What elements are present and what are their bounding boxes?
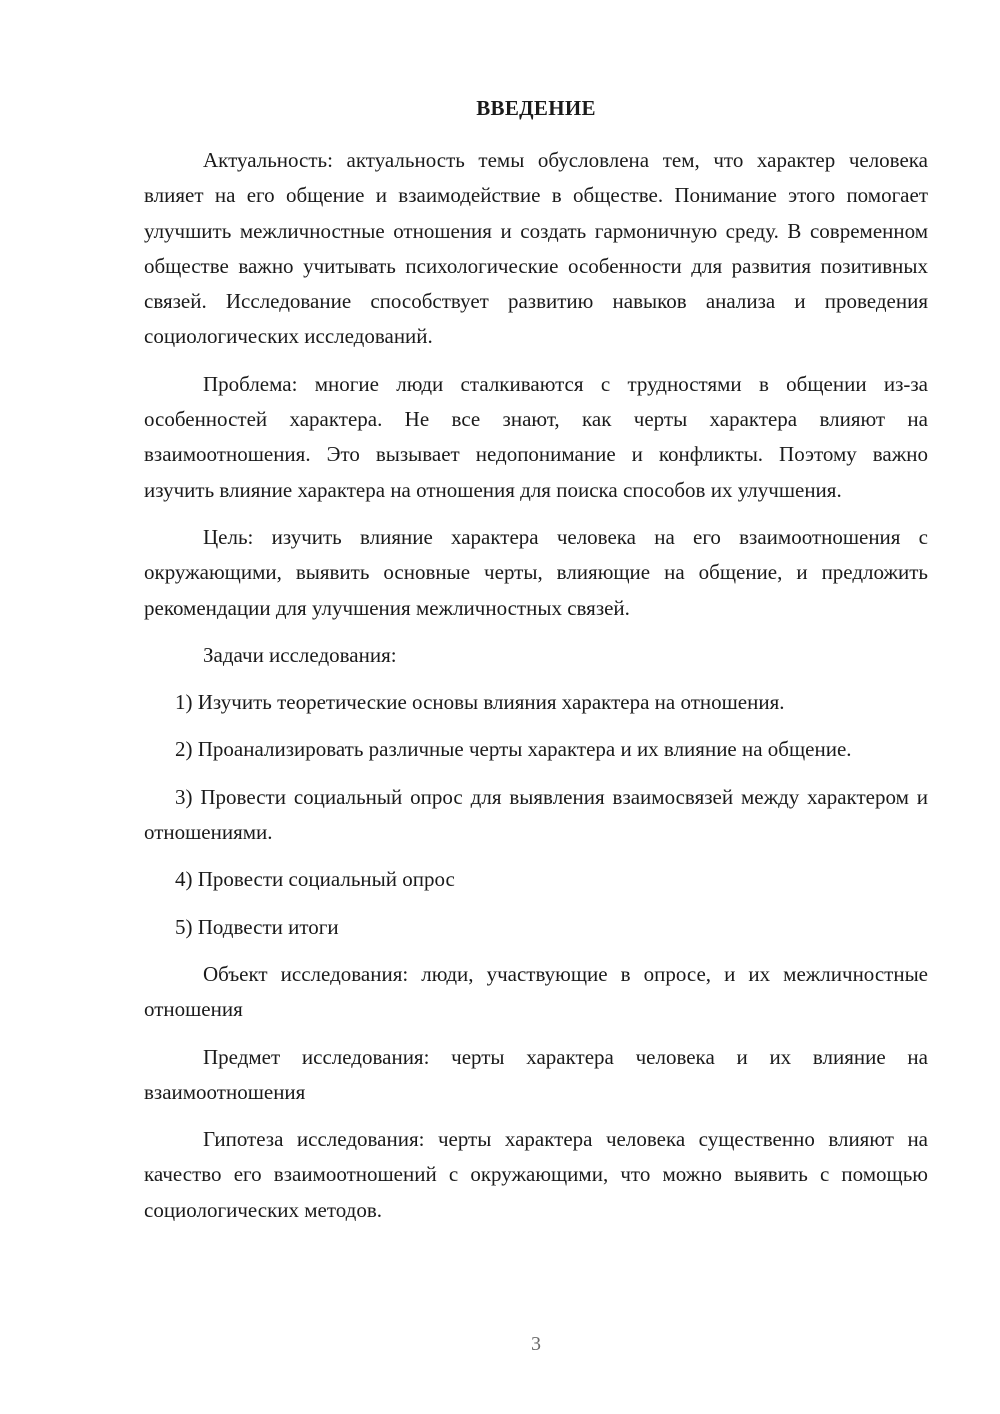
- paragraph-problem: Проблема: многие люди сталкиваются с трудностями в общении из-за особенностей характера. Не все знают, как черты характера влияют на взаимоотношения. Это вызывает недопонимание и конфликты. Поэтому важно изучить влияние характера на отношения для поиска способов их улучшения.: [144, 371, 928, 502]
- task-item-3: 3) Провести социальный опрос для выявления взаимосвязей между характером и отношениями.: [144, 784, 928, 845]
- paragraph-subject: Предмет исследования: черты характера человека и их влияние на взаимоотношения: [144, 1044, 928, 1104]
- task-item-5: 5) Подвести итоги: [175, 914, 339, 939]
- document-body: [144, 143, 928, 1240]
- paragraph-object: Объект исследования: люди, участвующие в опросе, и их межличностные отношения: [144, 961, 928, 1022]
- task-item-4: 4) Провести социальный опрос: [175, 867, 455, 892]
- paragraph-relevance: Актуальность: актуальность темы обусловлена тем, что характер человека влияет на его общение и взаимодействие в обществе. Понимание этого помогает улучшить межличностные отношения и создать гармоничную среду. В современном обществе важно учитывать психологические особенности для развития позитивных связей. Исследование способствует развитию навыков анализа и проведения социологических исследований.: [144, 148, 928, 349]
- task-item-2: 2) Проанализировать различные черты характера и их влияние на общение.: [175, 737, 852, 762]
- paragraph-goal: Цель: изучить влияние характера человека на его взаимоотношения с окружающими, выявить основные черты, влияющие на общение, и предложить рекомендации для улучшения межличностных связей.: [144, 524, 928, 620]
- page-number: 3: [531, 1333, 541, 1355]
- task-item-1: 1) Изучить теоретические основы влияния характера на отношения.: [175, 690, 785, 715]
- paragraph-hypothesis: Гипотеза исследования: черты характера человека существенно влияют на качество его взаимоотношений с окружающими, что можно выявить с помощью социологических методов.: [144, 1127, 928, 1222]
- page-title: ВВЕДЕНИЕ: [476, 96, 596, 120]
- paragraph-tasks-heading: Задачи исследования:: [203, 642, 397, 667]
